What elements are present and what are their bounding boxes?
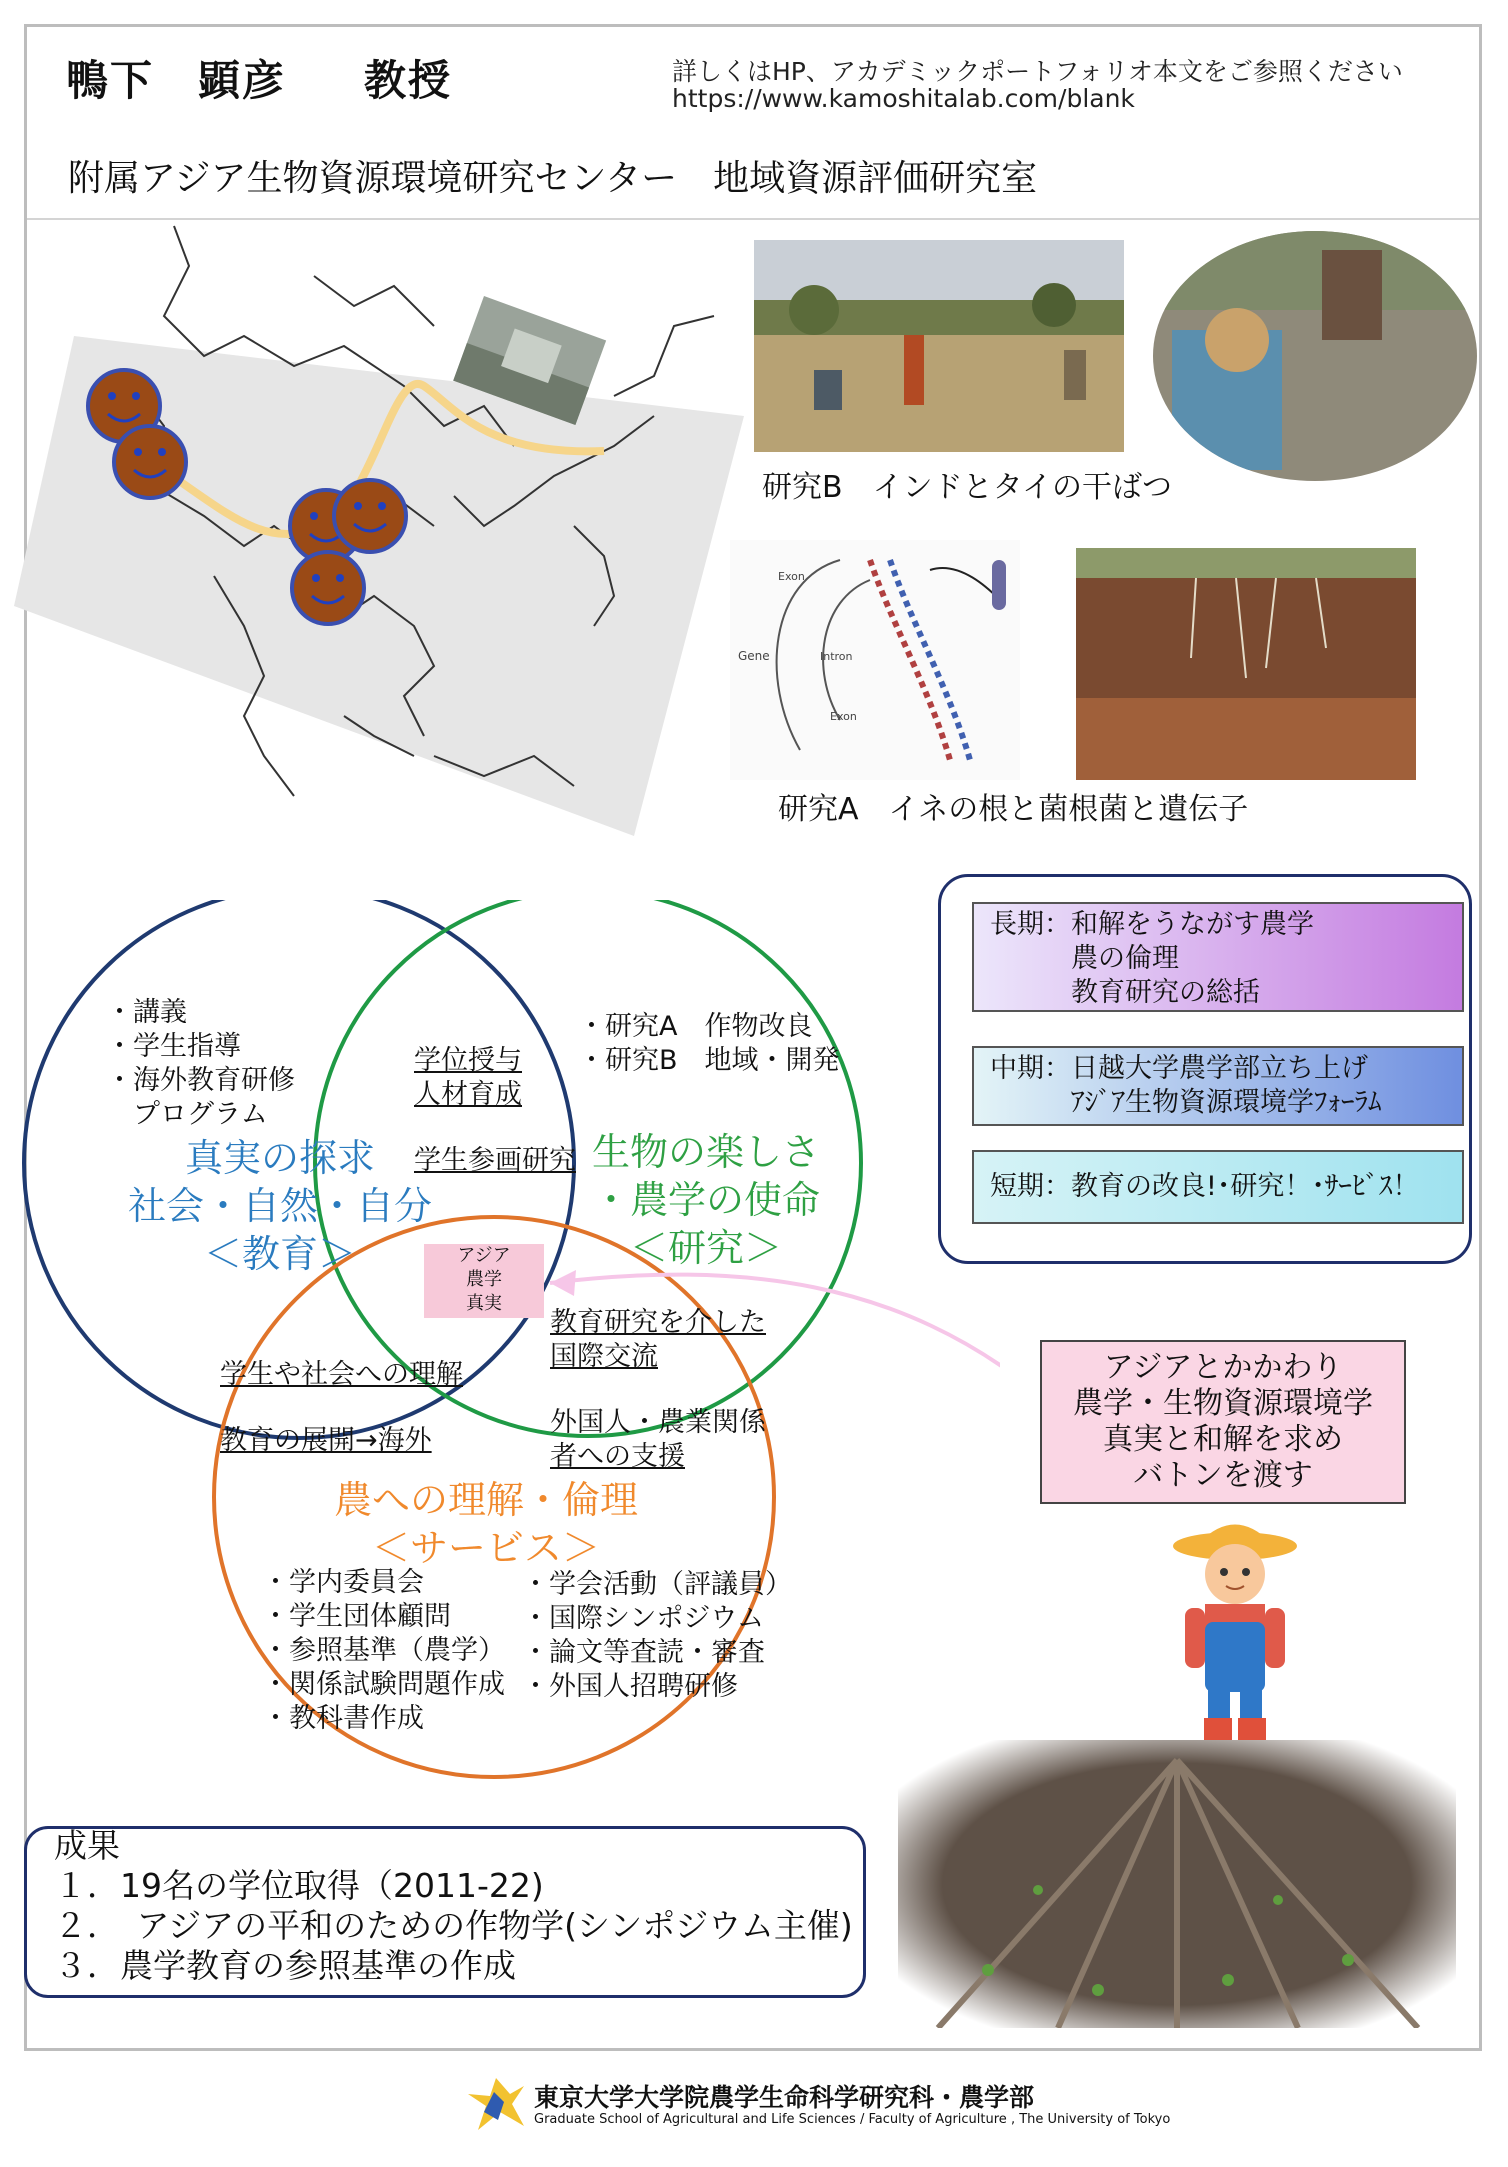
overlap-student-research: 学生参画研究 (414, 1145, 576, 1176)
message-line: 真実と和解を求め (1103, 1422, 1343, 1457)
face-icon (334, 480, 406, 552)
service-items-left (262, 1566, 505, 1736)
list-item: ・関係試験問題作成 (262, 1669, 505, 1700)
message-box (1040, 1340, 1406, 1504)
goal-line: 農の倫理 (990, 943, 1179, 974)
arrow-head (550, 1270, 576, 1296)
results-title: 成果 (54, 1826, 120, 1865)
name-text: 鴨下 顕彦 (66, 56, 287, 105)
list-item: ・外国人招聘研修 (522, 1671, 738, 1702)
overlap-degree (414, 1044, 522, 1112)
heading-line: ＜サービス＞ (371, 1526, 600, 1570)
farmer-illustration (1150, 1512, 1320, 1744)
list-item: ・国際シンポジウム (522, 1603, 765, 1634)
list-item: プログラム (106, 1099, 268, 1130)
university-logo (464, 2072, 528, 2132)
soil-profile-photo (1076, 548, 1416, 780)
list-item: ・研究B 地域・開発 (578, 1045, 840, 1076)
heading-line: ＜教育＞ (203, 1232, 356, 1276)
goal-line: 中期：日越大学農学部立ち上げ (990, 1053, 1368, 1084)
footer-institution: 東京大学大学院農学生命科学研究科・農学部 (534, 2083, 1035, 2112)
professor-name (66, 48, 452, 108)
footer-english: Graduate School of Agricultural and Life Sciences / Faculty of Agriculture , The University of Tokyo (534, 2112, 1171, 2127)
list-item: ・講義 (106, 997, 187, 1028)
gene-label: Gene (738, 649, 770, 663)
overlap-overseas: 教育の展開→海外 (220, 1425, 432, 1456)
india-drought-photo (754, 240, 1124, 452)
list-item: ・学生指導 (106, 1031, 241, 1062)
list-item: ・教科書作成 (262, 1703, 424, 1734)
list-item: ・研究A 作物改良 (578, 1011, 813, 1042)
face-icon (292, 552, 364, 624)
overlap-text: 人材育成 (414, 1079, 522, 1110)
goal-mid (972, 1046, 1464, 1126)
list-item: ・参照基準（農学） (262, 1635, 505, 1666)
overlap-support (550, 1406, 766, 1474)
overlap-text: 教育研究を介した (550, 1307, 766, 1338)
caption-research-b: 研究B インドとタイの干ばつ (762, 470, 1172, 505)
center-text: アジア (457, 1245, 511, 1266)
asia-map-illustration (14, 196, 754, 836)
title-text: 教授 (364, 56, 453, 105)
list-item: ・学生団体顧問 (262, 1601, 451, 1632)
center-text: 真実 (466, 1293, 502, 1314)
goal-long (972, 902, 1464, 1012)
face-icon (114, 426, 186, 498)
list-item: ３．農学教育の参照基準の作成 (54, 1946, 516, 1985)
education-heading (120, 1134, 440, 1278)
list-item: ・学会活動（評議員） (522, 1569, 792, 1600)
education-items (106, 996, 295, 1132)
overlap-exchange (550, 1306, 766, 1374)
header-note: 詳しくはHP、アカデミックポートフォリオ本文をご参照ください (672, 57, 1403, 86)
overlap-text: 国際交流 (550, 1341, 658, 1372)
list-item: ・学内委員会 (262, 1567, 424, 1598)
heading-line: 生物の楽しさ (591, 1130, 820, 1174)
center-box (424, 1244, 544, 1318)
message-line: アジアとかかわり (1103, 1350, 1343, 1385)
message-line: バトンを渡す (1133, 1458, 1313, 1493)
heading-line: ＜研究＞ (629, 1226, 782, 1270)
caption-research-a: 研究A イネの根と菌根菌と遺伝子 (778, 792, 1249, 827)
gene-diagram (730, 540, 1020, 780)
list-item: ２． アジアの平和のための作物学(シンポジウム主催) (54, 1906, 853, 1945)
message-line: 農学・生物資源環境学 (1073, 1386, 1373, 1421)
heading-line: ・農学の使命 (591, 1178, 820, 1222)
thailand-field-photo (1152, 230, 1478, 482)
exon-label-2: Exon (830, 710, 857, 723)
heading-line: 農への理解・倫理 (333, 1478, 638, 1522)
center-text: 農学 (466, 1269, 502, 1290)
exon-label: Exon (778, 570, 805, 583)
goal-line: 教育研究の総括 (990, 977, 1260, 1008)
list-item: ・海外教育研修 (106, 1065, 295, 1096)
list-item: ・論文等査読・審査 (522, 1637, 765, 1668)
field-photo (898, 1740, 1456, 2028)
heading-line: 真実の探求 (184, 1136, 375, 1180)
goal-short: 短期：教育の改良!･研究！･ｻｰﾋﾞｽ！ (972, 1150, 1464, 1224)
goal-line: ｱｼﾞｱ生物資源環境学ﾌｫｰﾗﾑ (990, 1087, 1382, 1118)
list-item: １．19名の学位取得（2011-22) (54, 1866, 544, 1905)
results-list (54, 1866, 853, 1986)
overlap-text: 外国人・農業関係 (550, 1407, 766, 1438)
affiliation: 附属アジア生物資源環境研究センター 地域資源評価研究室 (68, 158, 1038, 199)
service-items-right (522, 1568, 792, 1704)
homepage-url[interactable]: https://www.kamoshitalab.com/blank (672, 84, 1135, 113)
research-items (578, 1010, 840, 1078)
goal-line: 長期：和解をうながす農学 (990, 909, 1314, 940)
service-heading (306, 1476, 666, 1572)
intron-label: Intron (820, 650, 853, 663)
overlap-understanding: 学生や社会への理解 (220, 1359, 463, 1390)
overlap-text: 学位授与 (414, 1045, 522, 1076)
heading-line: 社会・自然・自分 (127, 1184, 432, 1228)
overlap-text: 者への支援 (550, 1441, 685, 1472)
research-heading (566, 1128, 846, 1272)
